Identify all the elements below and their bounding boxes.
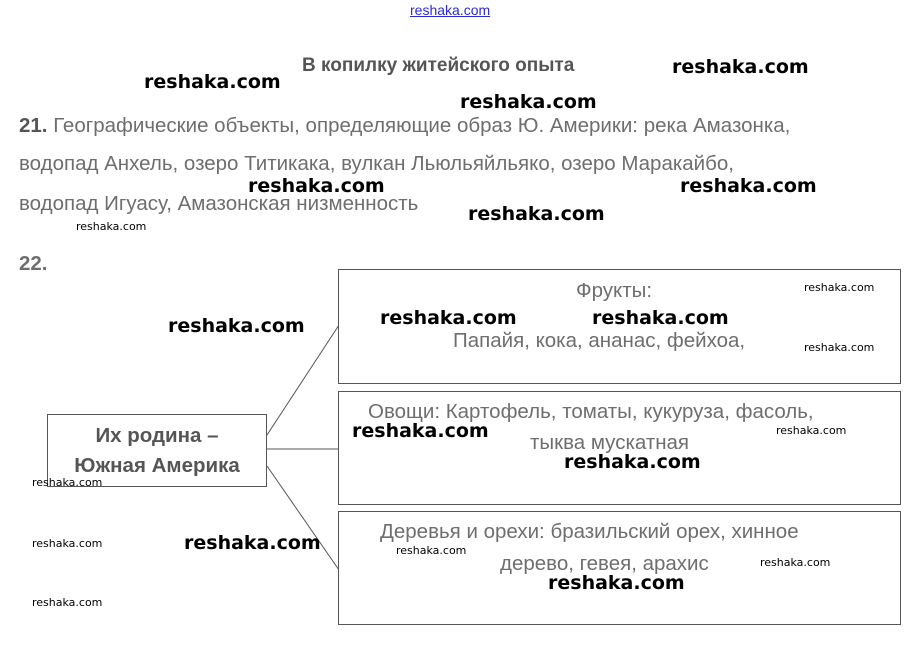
watermark: reshaka.com [76, 220, 147, 233]
trees-line-1: Деревья и орехи: бразильский орех, хинное [380, 520, 799, 543]
watermark: reshaka.com [32, 537, 103, 550]
watermark: reshaka.com [680, 175, 817, 197]
task-22-number: 22. [19, 252, 48, 275]
watermark: reshaka.com [672, 56, 809, 78]
page-title: В копилку житейского опыта [302, 55, 575, 76]
connector-trees [267, 466, 339, 570]
watermark: reshaka.com [32, 596, 103, 609]
task-21-text-1: Географические объекты, определяющие образ Ю. Америки: река Амазонка, [47, 114, 791, 137]
origin-line-2: Южная Америка [74, 454, 240, 477]
watermark: reshaka.com [760, 556, 831, 569]
task-21-line-3: водопад Игуасу, Амазонская низменность [19, 192, 419, 215]
watermark: reshaka.com [460, 91, 597, 113]
watermark: reshaka.com [592, 307, 729, 329]
trees-line-2: дерево, гевея, арахис [500, 552, 709, 575]
watermark: reshaka.com [352, 420, 489, 442]
task-21-number: 21. [19, 114, 48, 137]
vegetables-line-1: Овощи: Картофель, томаты, кукуруза, фасоль, [368, 400, 814, 423]
vegetables-line-2: тыква мускатная [530, 431, 690, 454]
watermark: reshaka.com [564, 451, 701, 473]
site-link[interactable]: reshaka.com [410, 2, 491, 18]
watermark: reshaka.com [776, 424, 847, 437]
connector-fruits [267, 325, 339, 435]
watermark: reshaka.com [32, 476, 103, 489]
fruits-items: Папайя, кока, ананас, фейхоа, [453, 329, 746, 352]
watermark: reshaka.com [248, 175, 385, 197]
watermark: reshaka.com [380, 307, 517, 329]
watermark: reshaka.com [468, 203, 605, 225]
task-21-line-2: водопад Анхель, озеро Титикака, вулкан Льюльяйльяко, озеро Маракайбо, [19, 152, 734, 175]
watermark: reshaka.com [184, 532, 321, 554]
watermark: reshaka.com [804, 281, 875, 294]
watermark: reshaka.com [804, 341, 875, 354]
watermark: reshaka.com [396, 544, 467, 557]
fruits-heading: Фрукты: [576, 279, 653, 302]
watermark: reshaka.com [548, 572, 685, 594]
origin-line-1: Их родина – [95, 424, 219, 447]
watermark: reshaka.com [144, 71, 281, 93]
watermark: reshaka.com [168, 315, 305, 337]
